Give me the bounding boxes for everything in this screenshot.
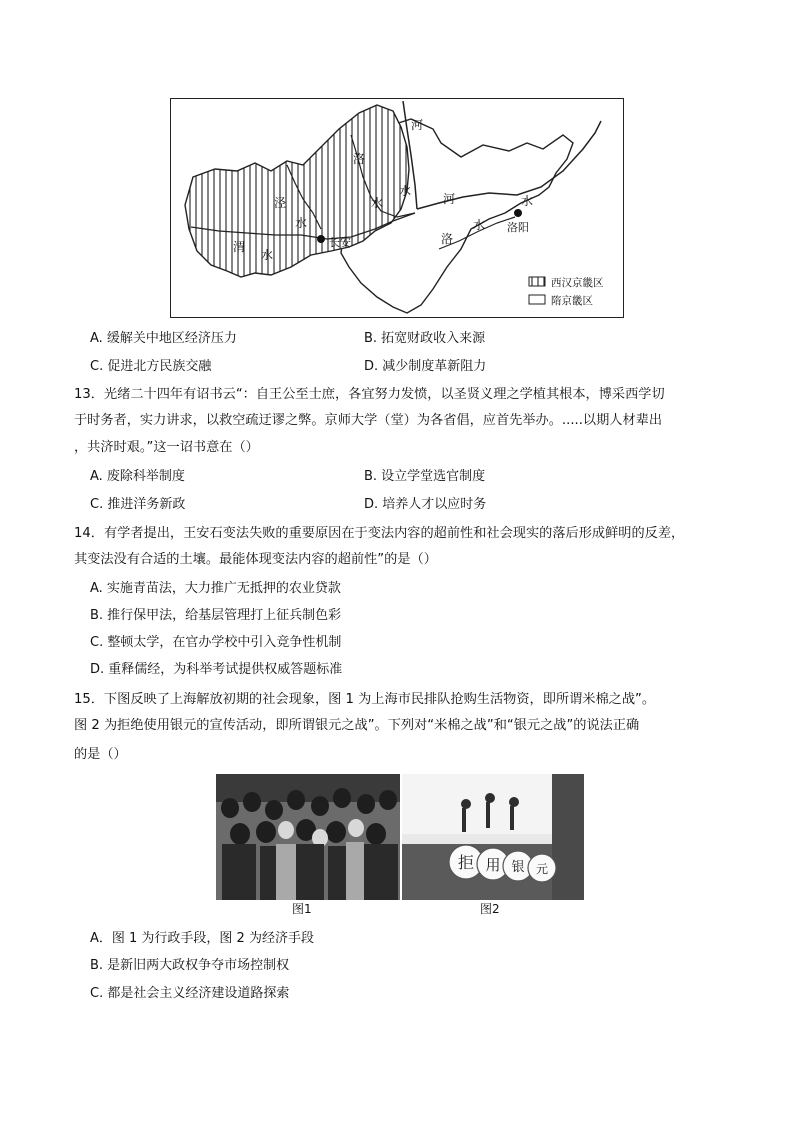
label-luo-bottom: 洛 — [441, 232, 454, 246]
label-luo-left: 洛 — [353, 152, 366, 166]
label-shui-right: 水 — [521, 194, 534, 208]
q12-option-c[interactable]: C. 促进北方民族交融 — [90, 359, 212, 374]
q13-option-a[interactable]: A. 废除科举制度 — [90, 469, 185, 484]
q15-option-b[interactable]: B. 是新旧两大政权争夺市场控制权 — [90, 958, 290, 973]
map-legend — [529, 276, 604, 307]
sign-char-4: 元 — [535, 862, 549, 876]
q15-stem-line-3: 的是（） — [74, 747, 127, 762]
figure-2-photo — [402, 774, 584, 900]
label-shui-d: 水 — [473, 218, 486, 232]
q13-stem-line-2: 于时务者，实力讲求，以救空疏迂谬之弊。京师大学（堂）为各省倡，应首先举办。.....以期人材辈出 — [74, 413, 663, 428]
sign-char-1: 拒 — [457, 853, 475, 872]
q14-option-a[interactable]: A. 实施青苗法，大力推广无抵押的农业贷款 — [90, 581, 341, 596]
label-luoyang: 洛阳 — [507, 221, 529, 234]
q13-option-d[interactable]: D. 培养人才以应时务 — [364, 497, 487, 512]
label-he-top: 河 — [411, 118, 424, 132]
legend-western-han: 西汉京畿区 — [551, 277, 604, 289]
label-shui-e: 水 — [261, 248, 274, 262]
historical-map — [170, 98, 624, 318]
luoyang-dot — [514, 209, 522, 217]
label-shui-c: 水 — [371, 196, 384, 210]
q15-stem-line-1: 15．下图反映了上海解放初期的社会现象，图 1 为上海市民排队抢购生活物资，即所谓米棉之战”。 — [74, 692, 656, 707]
q14-option-d[interactable]: D. 重释儒经，为科举考试提供权威答题标准 — [90, 662, 343, 677]
q15-option-c[interactable]: C. 都是社会主义经济建设道路探索 — [90, 986, 290, 1001]
label-wei: 渭 — [233, 240, 246, 254]
figure-1-caption: 图1 — [292, 902, 312, 916]
q15-option-a[interactable]: A．图 1 为行政手段，图 2 为经济手段 — [90, 931, 314, 946]
q14-stem-line-2: 其变法没有合适的土壤。最能体现变法内容的超前性”的是（） — [74, 552, 437, 567]
q12-option-a[interactable]: A. 缓解关中地区经济压力 — [90, 331, 237, 346]
label-shui-a: 水 — [399, 184, 412, 198]
sign-char-3: 银 — [511, 860, 525, 875]
q13-option-c[interactable]: C. 推进洋务新政 — [90, 497, 186, 512]
label-shui-b: 水 — [295, 216, 308, 230]
q15-figures — [214, 774, 584, 920]
q15-stem-line-2: 图 2 为拒绝使用银元的宣传活动，即所谓银元之战”。下列对“米棉之战”和“银元之战”的说法正确 — [74, 718, 640, 733]
q12-option-d[interactable]: D. 减少制度革新阻力 — [364, 359, 487, 374]
legend-sui: 隋京畿区 — [551, 295, 593, 307]
q12-option-b[interactable]: B. 拓宽财政收入来源 — [364, 331, 486, 346]
q13-stem-line-3: ，共济时艰。”这一诏书意在（） — [74, 440, 259, 455]
q14-option-c[interactable]: C. 整顿太学，在官办学校中引入竞争性机制 — [90, 635, 342, 650]
q14-stem-line-1: 14．有学者提出，王安石变法失败的重要原因在于变法内容的超前性和社会现实的落后形成鲜明的反差， — [74, 526, 685, 541]
label-changan: 长安 — [329, 236, 351, 249]
changan-dot — [317, 235, 325, 243]
sign-char-2: 用 — [485, 856, 501, 874]
figure-1-photo — [216, 774, 400, 900]
q14-option-b[interactable]: B. 推行保甲法，给基层管理打上征兵制色彩 — [90, 608, 342, 623]
label-jing: 泾 — [274, 196, 287, 210]
q13-option-b[interactable]: B. 设立学堂选官制度 — [364, 469, 486, 484]
figure-2-caption: 图2 — [480, 902, 500, 916]
q13-stem-line-1: 13．光绪二十四年有诏书云“：自王公至士庶，各宜努力发愤，以圣贤义理之学植其根本，博采西学切 — [74, 387, 665, 402]
label-he-right: 河 — [443, 192, 456, 206]
map-svg — [171, 99, 623, 317]
